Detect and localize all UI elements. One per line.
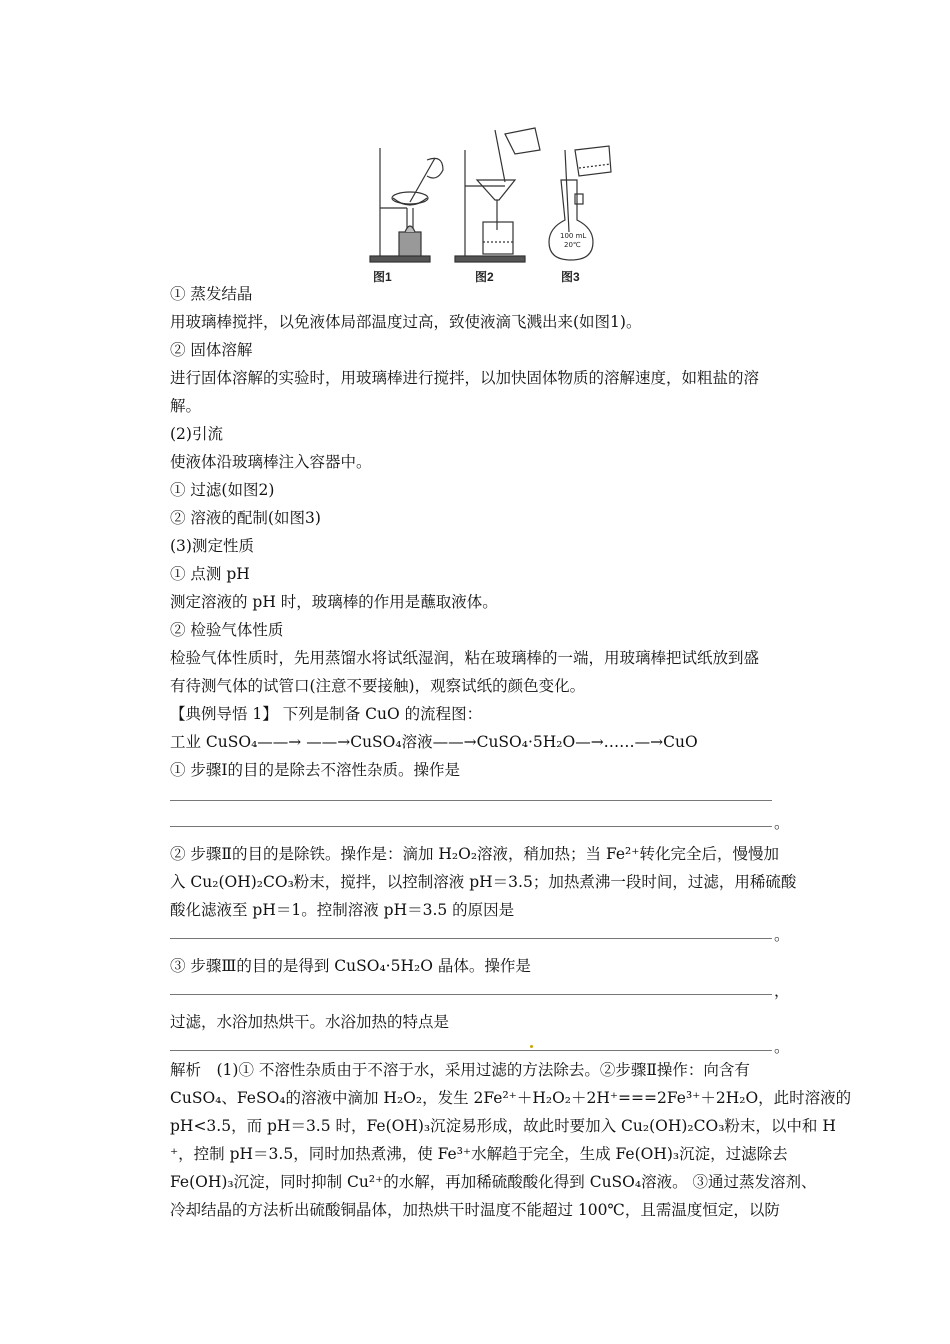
comma-mark: ，: [774, 982, 790, 1000]
beaker-2: [483, 222, 513, 254]
answer-blank: [170, 800, 772, 801]
text-line: 过滤，水浴加热烘干。水浴加热的特点是: [170, 1013, 450, 1031]
stand-base-2: [455, 256, 525, 262]
text-line: 解。: [170, 397, 202, 415]
text-line: 检验气体性质时，先用蒸馏水将试纸湿润，粘在玻璃棒的一端，用玻璃棒把试纸放到盛: [170, 649, 760, 667]
answer-blank: [170, 994, 772, 995]
glass-rod-1: [410, 158, 435, 202]
text-line: 测定溶液的 pH 时，玻璃棒的作用是蘸取液体。: [170, 593, 498, 611]
text-line: CuSO₄、FeSO₄的溶液中滴加 H₂O₂，发生 2Fe²⁺＋H₂O₂＋2H⁺===2Fe³⁺＋2H₂O，此时溶液的: [170, 1089, 852, 1107]
funnel: [477, 180, 515, 200]
text-line: ② 检验气体性质: [170, 621, 284, 639]
apparatus-figure: [365, 120, 625, 288]
question-step-1: ① 步骤Ⅰ的目的是除去不溶性杂质。操作是: [170, 761, 461, 779]
text-line: 冷却结晶的方法析出硫酸铜晶体，加热烘干时温度不能超过 100℃，且需温度恒定，以防: [170, 1201, 780, 1219]
question-step-2: ② 步骤Ⅱ的目的是除铁。操作是：滴加 H₂O₂溶液，稍加热；当 Fe²⁺转化完全后，慢慢加: [170, 845, 779, 863]
answer-blank: [170, 1050, 772, 1051]
stopper: [575, 194, 583, 204]
figure-2-label: 图2: [475, 270, 494, 284]
text-line: ② 溶液的配制(如图3): [170, 509, 321, 527]
text-line: 用玻璃棒搅拌，以免液体局部温度过高，致使液滴飞溅出来(如图1)。: [170, 313, 642, 331]
text-line: 入 Cu₂(OH)₂CO₃粉末，搅拌，以控制溶液 pH＝3.5；加热煮沸一段时间，过滤，用稀硫酸: [170, 873, 797, 891]
alcohol-lamp: [399, 232, 421, 256]
text-line: pH<3.5，而 pH＝3.5 时，Fe(OH)₃沉淀易形成，故此时要加入 Cu₂(OH)₂CO₃粉末，以中和 H: [170, 1117, 836, 1135]
text-line: 使液体沿玻璃棒注入容器中。: [170, 453, 372, 471]
stray-dot: [530, 1045, 533, 1048]
text-line: 进行固体溶解的实验时，用玻璃棒进行搅拌，以加快固体物质的溶解速度，如粗盐的溶: [170, 369, 760, 387]
example-heading: 【典例导悟 1】 下列是制备 CuO 的流程图：: [170, 705, 483, 723]
pouring-beaker-2: [505, 128, 540, 154]
heading-evaporation: ① 蒸发结晶: [170, 285, 253, 303]
answer-blank: [170, 938, 772, 939]
heading-dissolving: ② 固体溶解: [170, 341, 253, 359]
heading-drainage: (2)引流: [170, 425, 223, 443]
apparatus-drawing: [365, 120, 625, 270]
text-line: ⁺，控制 pH＝3.5，同时加热煮沸，使 Fe³⁺水解趋于完全，生成 Fe(OH)₃沉淀，过滤除去: [170, 1145, 788, 1163]
text-line: 有待测气体的试管口(注意不要接触)，观察试纸的颜色变化。: [170, 677, 586, 695]
stand-base-1: [370, 256, 430, 262]
text-line: Fe(OH)₃沉淀，同时抑制 Cu²⁺的水解，再加稀硫酸酸化得到 CuSO₄溶液。 ③通过蒸发溶剂、: [170, 1173, 817, 1191]
period-mark: 。: [774, 814, 790, 832]
glass-rod-3: [565, 150, 569, 232]
glass-rod-2: [495, 130, 505, 182]
text-line: ① 过滤(如图2): [170, 481, 275, 499]
evaporating-dish: [392, 192, 428, 204]
answer-blank: [170, 826, 772, 827]
period-mark: 。: [774, 1038, 790, 1056]
figure-3-label: 图3: [561, 270, 580, 284]
pouring-beaker-3: [575, 146, 611, 176]
figure-1-label: 图1: [373, 270, 392, 284]
question-step-3: ③ 步骤Ⅲ的目的是得到 CuSO₄·5H₂O 晶体。操作是: [170, 957, 531, 975]
text-line: ① 点测 pH: [170, 565, 250, 583]
flask-temp-label: 20℃: [564, 241, 581, 249]
flow-chart-line: 工业 CuSO₄——→ ——→CuSO₄溶液——→CuSO₄·5H₂O—→……—→CuO: [170, 733, 698, 751]
analysis-paragraph: 解析 (1)① 不溶性杂质由于不溶于水，采用过滤的方法除去。②步骤Ⅱ操作：向含有: [170, 1061, 750, 1079]
heading-properties: (3)测定性质: [170, 537, 254, 555]
period-mark: 。: [774, 926, 790, 944]
flask-volume-label: 100 mL: [560, 232, 587, 240]
text-line: 酸化滤液至 pH＝1。控制溶液 pH＝3.5 的原因是: [170, 901, 515, 919]
